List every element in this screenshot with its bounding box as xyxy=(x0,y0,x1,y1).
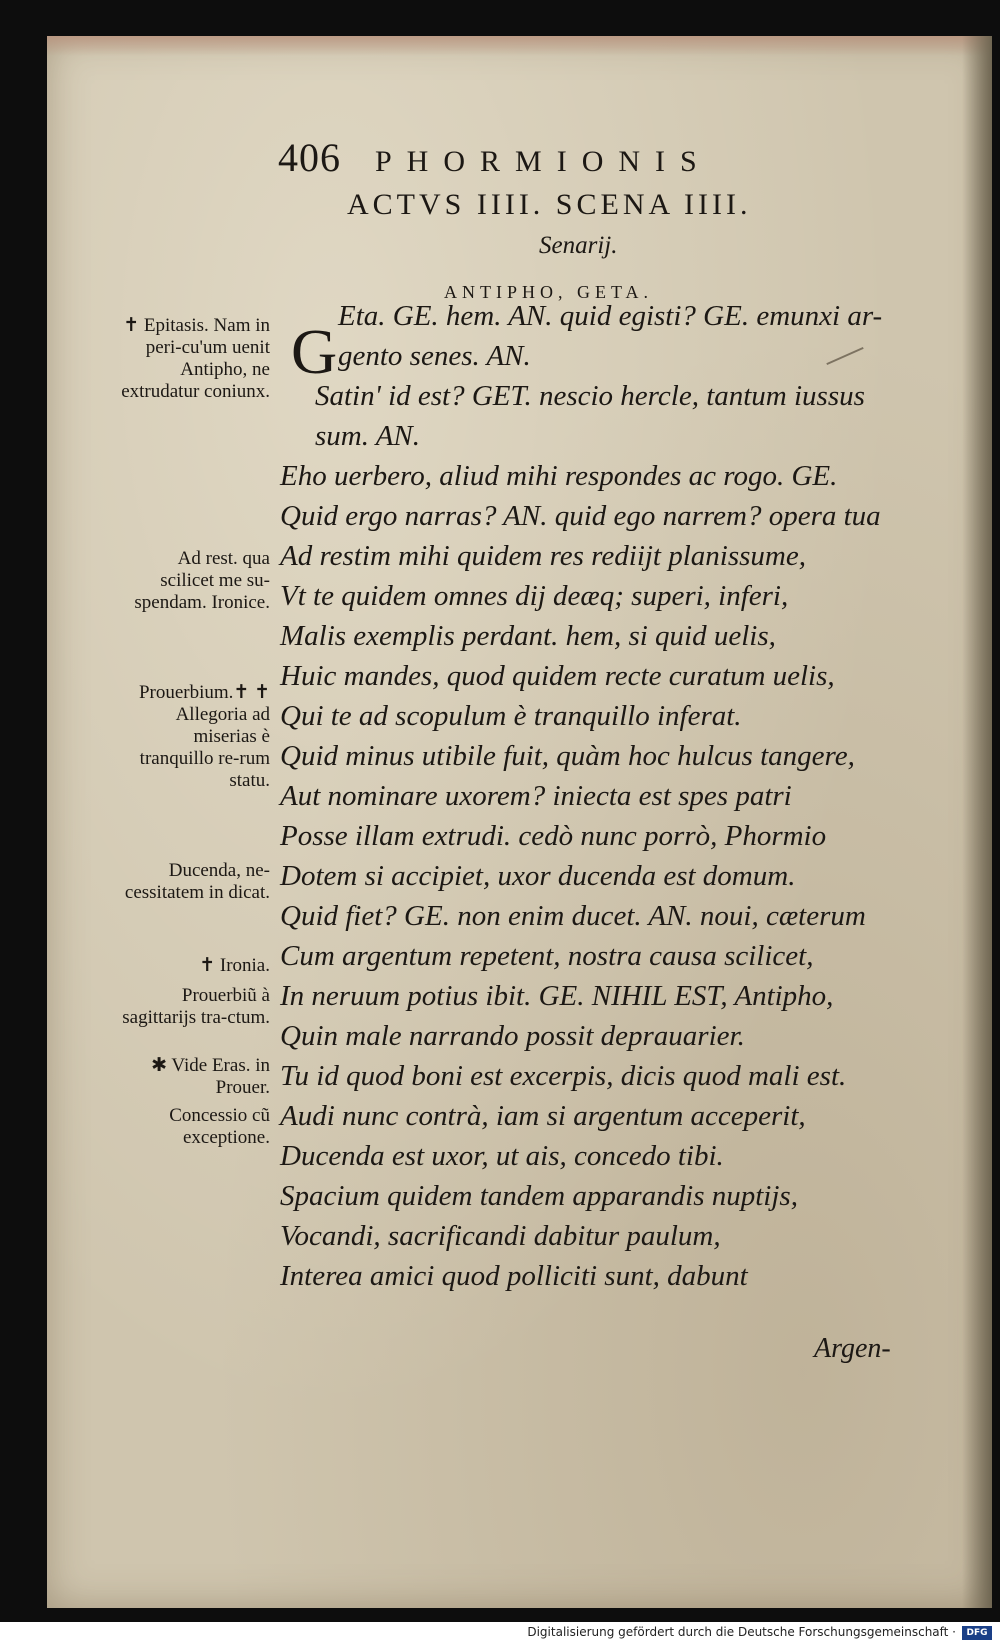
meter-label: Senarij. xyxy=(539,232,618,259)
marginal-gloss-concessio: Concessio cũ exceptione. xyxy=(169,1105,270,1148)
page-number: 406 xyxy=(278,135,341,180)
verse-line-9: Malis exemplis perdant. hem, si quid uelis, xyxy=(280,620,776,652)
verse-line-11: Qui te ad scopulum è tranquillo inferat. xyxy=(280,700,742,732)
verse-line-5: Eho uerbero, aliud mihi respondes ac rogo. GE. xyxy=(280,460,838,492)
verse-line-8: Vt te quidem omnes dij deæq; superi, inferi, xyxy=(280,580,789,612)
footer-strip xyxy=(0,1622,1000,1645)
verse-line-13: Aut nominare uxorem? iniecta est spes patri xyxy=(280,780,792,812)
marginal-gloss-allegoria: Prouerbium.✝ ✝ Allegoria ad miserias è tranquillo re-rum statu. xyxy=(138,682,270,791)
verse-line-14: Posse illam extrudi. cedò nunc porrò, Phormio xyxy=(280,820,827,852)
verse-line-20: Tu id quod boni est excerpis, dicis quod mali est. xyxy=(280,1060,847,1092)
verse-line-1: Eta. GE. hem. AN. quid egisti? GE. emunxi ar- xyxy=(338,300,883,332)
verse-line-24: Vocandi, sacrificandi dabitur paulum, xyxy=(280,1220,721,1252)
verse-line-17: Cum argentum repetent, nostra causa scilicet, xyxy=(280,940,814,972)
verse-line-21: Audi nunc contrà, iam si argentum acceperit, xyxy=(280,1100,806,1132)
verse-line-10: Huic mandes, quod quidem recte curatum uelis, xyxy=(280,660,835,692)
marginal-gloss-ironia: ✝ Ironia. xyxy=(199,955,270,976)
dfg-logo[interactable]: DFG xyxy=(962,1626,992,1640)
marginal-gloss-ad-restim: Ad rest. qua scilicet me su-spendam. Ironice. xyxy=(134,548,270,613)
page-gutter-shadow xyxy=(962,36,992,1608)
page-top-edge xyxy=(47,36,992,56)
verse-line-19: Quin male narrando possit deprauarier. xyxy=(280,1020,745,1052)
marginal-gloss-prouerbium: Prouerbiũ à sagittarijs tra-ctum. xyxy=(122,985,270,1028)
verse-line-3: Satin' id est? GET. nescio hercle, tantum iussus xyxy=(315,380,865,412)
verse-line-7: Ad restim mihi quidem res rediijt planissume, xyxy=(280,540,806,572)
verse-line-25: Interea amici quod polliciti sunt, dabunt xyxy=(280,1260,748,1292)
character-list: ANTIPHO, GETA. xyxy=(444,282,654,302)
verse-line-2: gento senes. AN. xyxy=(338,340,531,372)
verse-line-12: Quid minus utibile fuit, quàm hoc hulcus tangere, xyxy=(280,740,855,772)
running-title: PHORMIONIS xyxy=(375,145,712,178)
verse-line-6: Quid ergo narras? AN. quid ego narrem? opera tua xyxy=(280,500,881,532)
verse-line-23: Spacium quidem tandem apparandis nuptijs, xyxy=(280,1180,798,1212)
marginal-gloss-ducenda: Ducenda, ne-cessitatem in dicat. xyxy=(124,860,270,903)
funding-credit: Digitalisierung gefördert durch die Deutsche Forschungsgemeinschaft · xyxy=(527,1625,956,1639)
verse-line-18: In neruum potius ibit. GE. NIHIL EST, Antipho, xyxy=(280,980,834,1012)
drop-initial: G xyxy=(291,316,338,387)
marginal-gloss-vide-erasmus: ✱ Vide Eras. in Prouer. xyxy=(151,1055,270,1098)
act-scene-heading: ACTVS IIII. SCENA IIII. xyxy=(347,188,752,221)
marginal-gloss-epitasis: ✝ Epitasis. Nam in peri-cu'um uenit Antipho, ne extrudatur coniunx. xyxy=(121,315,270,402)
verse-line-15: Dotem si accipiet, uxor ducenda est domum. xyxy=(280,860,796,892)
verse-line-22: Ducenda est uxor, ut ais, concedo tibi. xyxy=(280,1140,724,1172)
catchword: Argen- xyxy=(814,1333,891,1364)
verse-line-4: sum. AN. xyxy=(315,420,421,452)
running-head xyxy=(278,134,838,178)
verse-line-16: Quid fiet? GE. non enim ducet. AN. noui, cæterum xyxy=(280,900,866,932)
